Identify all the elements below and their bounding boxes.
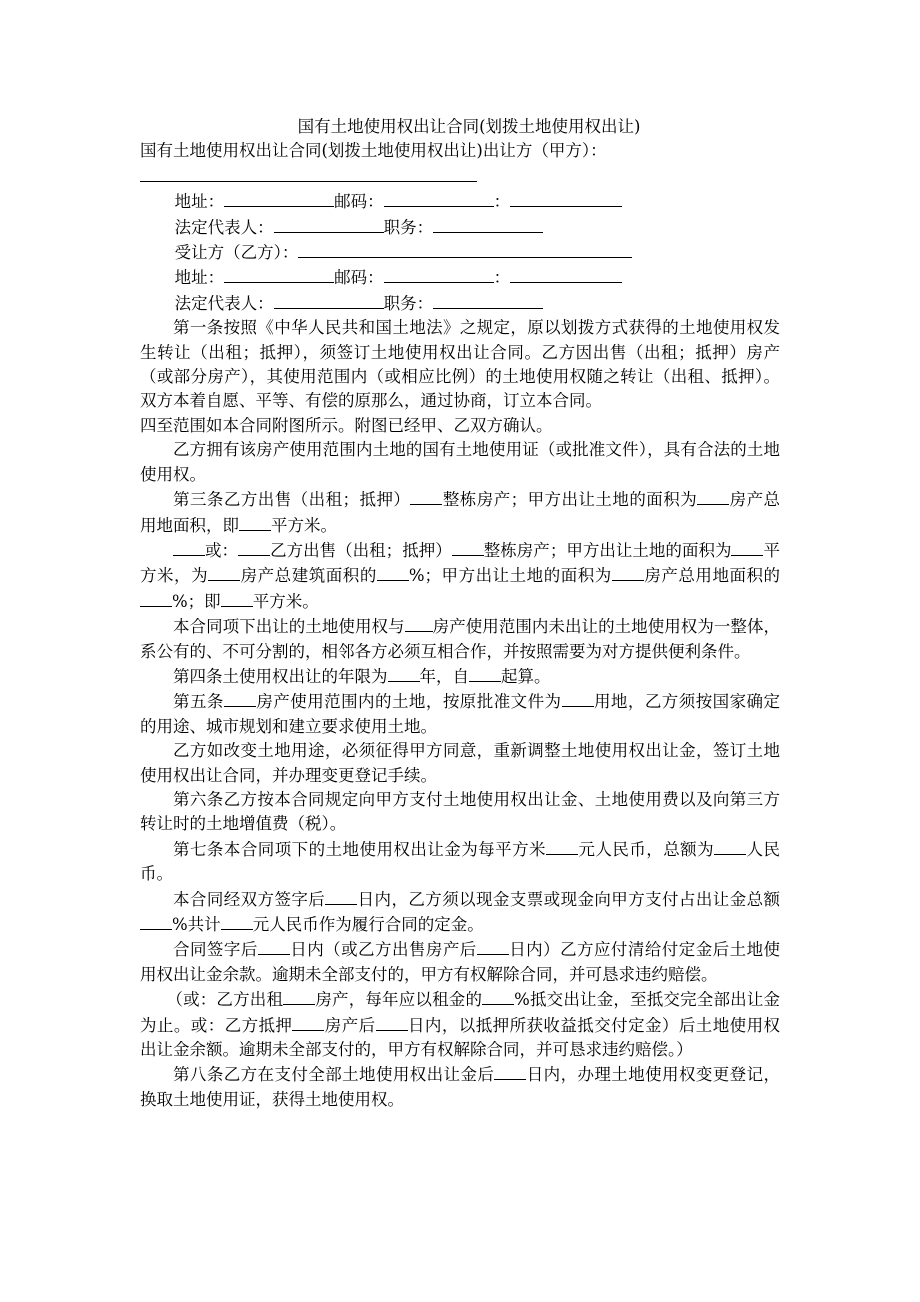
grantor-blank-line xyxy=(140,164,780,189)
party-a-address-row: 地址： 邮码： ： xyxy=(140,189,780,214)
party-a-rep-blank xyxy=(274,215,384,233)
party-b-rep-row: 法定代表人： 职务： xyxy=(140,291,780,316)
article-3-alternative: 或： 乙方出售（出租；抵押） 整栋房产；甲方出让土地的面积为 平方米，为 房产总建筑面积的 %；甲方出让土地的面积为 房产总用地面积的%；即 平方米。 xyxy=(140,538,780,614)
party-b-row: 受让方（乙方）： xyxy=(140,240,780,265)
party-a-position-blank xyxy=(433,215,543,233)
article-1: 第一条按照《中华人民共和国土地法》之规定，原以划拨方式获得的土地使用权发生转让（出租；抵押），须签订土地使用权出让合同。乙方因出售（出租；抵押）房产（或部分房产），其使用范围内（或相应比例）的土地使用权随之转让（出租、抵押）。双方本着自愿、平等、有偿的原那么，通过协商，订立本合同。 xyxy=(140,318,780,411)
grantor-blank xyxy=(140,164,477,182)
article-8: 第八条乙方在支付全部土地使用权出让金后 日内，办理土地使用权变更登记，换取土地使用证，获得土地使用权。 xyxy=(140,1062,780,1112)
party-b-rep-blank xyxy=(274,291,384,309)
scope-paragraph: 四至范围如本合同附图所示。附图已经甲、乙双方确认。 xyxy=(140,415,553,435)
party-b-address-row: 地址： 邮码： ： xyxy=(140,265,780,290)
grantor-line: 国有土地使用权出让合同(划拨土地使用权出让)出让方（甲方）： xyxy=(140,141,607,161)
party-b-blank xyxy=(298,240,632,258)
land-use-change-paragraph: 乙方如改变土地用途，必须征得甲方同意，重新调整土地使用权出让金，签订土地使用权出让合同，并办理变更登记手续。 xyxy=(140,741,780,785)
party-b-postcode-blank xyxy=(384,265,494,283)
party-a-rep-row: 法定代表人： 职务： xyxy=(140,215,780,240)
balance-paragraph: 合同签字后 日内（或乙方出售房产后 日内）乙方应付清给付定金后土地使用权出让金余款。逾期未全部支付的，甲方有权解除合同，并可恳求违约赔偿。 xyxy=(140,937,780,987)
alternative-payment-paragraph: （或：乙方出租 房产，每年应以租金的 %抵交出让金，至抵交完全部出让金为止。或：乙方抵押 房产后 日内，以抵押所获收益抵交付定金）后土地使用权出让金余额。逾期未全部支付的，甲方有权解除合同，并可恳求违约赔偿。） xyxy=(140,987,780,1062)
document-title: 国有土地使用权出让合同(划拨土地使用权出让) xyxy=(297,117,641,136)
article-4: 第四条土使用权出让的年限为 年，自 起算。 xyxy=(140,664,780,689)
article-6: 第六条乙方按本合同规定向甲方支付土地使用权出让金、土地使用费以及向第三方转让时的土地增值费（税）。 xyxy=(140,789,780,834)
party-a-extra-blank xyxy=(510,189,622,207)
deposit-paragraph: 本合同经双方签字后 日内，乙方须以现金支票或现金向甲方支付占出让金总额%共计 元人民币作为履行合同的定金。 xyxy=(140,887,780,938)
party-b-extra-blank xyxy=(510,265,622,283)
article-3: 第三条乙方出售（出租；抵押） 整栋房产；甲方出让土地的面积为 房产总用地面积，即 平方米。 xyxy=(140,487,780,538)
document-body xyxy=(140,115,780,1112)
party-b-position-blank xyxy=(433,291,543,309)
article-5: 第五条 房产使用范围内的土地，按原批准文件为 用地，乙方须按国家确定的用途、城市规划和建立要求使用土地。 xyxy=(140,689,780,739)
party-b-address-blank xyxy=(224,265,334,283)
party-a-address-blank xyxy=(224,189,334,207)
whole-parcel-paragraph: 本合同项下出让的土地使用权与 房产使用范围内未出让的土地使用权为一整体，系公有的、不可分割的，相邻各方必须互相合作，并按照需要为对方提供便利条件。 xyxy=(140,614,780,664)
article-7: 第七条本合同项下的土地使用权出让金为每平方米 元人民币，总额为 人民币。 xyxy=(140,837,780,887)
certificate-paragraph: 乙方拥有该房产使用范围内土地的国有土地使用证（或批准文件），具有合法的土地使用权。 xyxy=(140,440,780,484)
party-a-postcode-blank xyxy=(384,189,494,207)
